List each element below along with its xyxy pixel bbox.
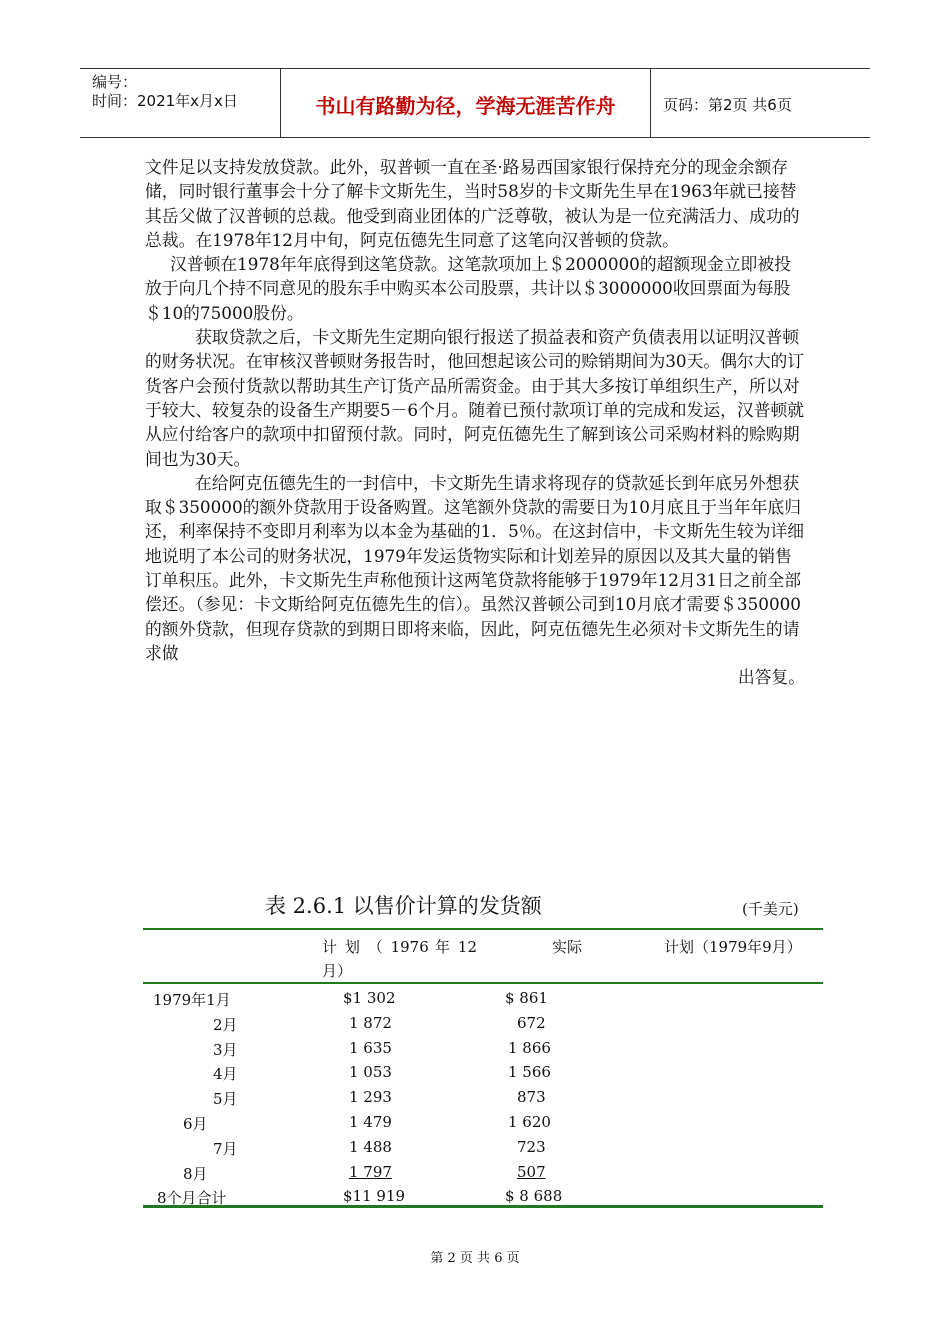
row-plan: $11 919 xyxy=(343,1187,406,1206)
row-label: 1979年1月 xyxy=(153,991,231,1009)
header-page-number: 页码：第2页 共6页 xyxy=(663,96,792,114)
row-label: 5月 xyxy=(213,1090,238,1109)
paragraph-3: 获取贷款之后，卡文斯先生定期向银行报送了损益表和资产负债表用以证明汉普顿的财务状况。在审核汉普顿财务报告时，他回想起该公司的赊销期间为30天。偶尔大的订货客户会预付货款以帮助其生产订货产品所需资金。由于其大多按订单组织生产，所以对于较大、较复杂的设备生产期要5－6个月。随着已预付款项订单的完成和发运，汉普顿就从应付给客户的款项中扣留预付款。同时，阿克伍德先生了解到该公司采购材料的赊购期间也为30天。 xyxy=(145,327,805,469)
page-header xyxy=(80,68,870,138)
col-header-actual: 实际 xyxy=(552,938,583,956)
col-header-plan-1979: 计划（1979年9月） xyxy=(664,938,802,956)
row-actual: 1 620 xyxy=(508,1113,551,1131)
table-row xyxy=(143,1084,823,1109)
row-label: 7月 xyxy=(213,1139,238,1158)
paragraph-4: 在给阿克伍德先生的一封信中，卡文斯先生请求将现存的贷款延长到年底另外想获取＄350000的额外贷款用于设备购置。这笔额外贷款的需要日为10月底且于当年年底归还，利率保持不变即月利率为以本金为基础的1．5％。在这封信中，卡文斯先生较为详细地说明了本公司的财务状况，1979年发运货物实际和计划差异的原因以及其大量的销售订单积压。此外，卡文斯先生声称他预计这两笔贷款将能够于1979年12月31日之前全部偿还。（参见：卡文斯给阿克伍德先生的信）。虽然汉普顿公司到10月底才需要＄350000的额外贷款，但现存贷款的到期日即将来临，因此，阿克伍德先生必须对卡文斯先生的请求做 xyxy=(145,472,805,663)
row-plan: 1 488 xyxy=(349,1137,392,1156)
table-row xyxy=(143,1159,823,1184)
paragraph-1: 文件足以支持发放贷款。此外，驭普顿一直在圣·路易西国家银行保持充分的现金余额存储，同时银行董事会十分了解卡文斯先生，当时58岁的卡文斯先生早在1963年就已接替其岳父做了汉普顿的总裁。他受到商业团体的广泛尊敬，被认为是一位充满活力、成功的总裁。在1978年12月中旬，阿克伍德先生同意了这笔向汉普顿的贷款。 xyxy=(145,157,800,250)
col-header-plan-1976: 计 划 （ 1976 年 12 xyxy=(322,938,477,956)
row-plan: $1 302 xyxy=(343,989,396,1007)
row-actual: 672 xyxy=(517,1013,546,1032)
header-motto-cell xyxy=(281,69,651,137)
row-actual: 723 xyxy=(517,1137,546,1156)
table-top-rule xyxy=(143,928,823,930)
table-caption: 表 2.6.1 以售价计算的发货额 xyxy=(265,894,542,918)
page-footer: 第 2 页 共 6 页 xyxy=(430,1251,520,1266)
header-meta-cell xyxy=(80,69,281,137)
table-row xyxy=(143,1109,823,1134)
row-plan: 1 293 xyxy=(349,1088,392,1107)
row-plan: 1 479 xyxy=(349,1113,392,1131)
doc-time-label: 时间：2021年x月x日 xyxy=(92,92,238,110)
paragraph-2: 汉普顿在1978年年底得到这笔贷款。这笔款项加上＄2000000的超额现金立即被投放于向几个持不同意见的股东手中购买本公司股票，共计以＄3000000收回票面为每股＄10的75000股份。 xyxy=(145,254,791,323)
row-label: 4月 xyxy=(213,1065,238,1084)
table-header-rule xyxy=(143,982,823,984)
row-plan: 1 797 xyxy=(349,1162,392,1181)
body-text xyxy=(145,155,805,690)
row-actual: 507 xyxy=(517,1162,546,1181)
header-motto: 书山有路勤为径，学海无涯苦作舟 xyxy=(315,94,616,118)
table-row xyxy=(143,1010,823,1035)
row-plan: 1 872 xyxy=(349,1013,392,1032)
table-row xyxy=(143,985,823,1010)
row-actual: $ 861 xyxy=(505,989,548,1007)
row-actual: 1 566 xyxy=(508,1063,551,1082)
table-unit: (千美元) xyxy=(742,900,799,918)
table-row xyxy=(143,1035,823,1060)
paragraph-4-end: 出答复。 xyxy=(737,667,805,688)
row-label: 2月 xyxy=(213,1015,238,1034)
col-header-plan-1976-cont: 月） xyxy=(322,962,353,980)
row-actual: 1 866 xyxy=(508,1038,551,1057)
row-label: 8月 xyxy=(183,1164,208,1183)
row-label: 3月 xyxy=(213,1040,238,1059)
header-page-cell xyxy=(651,69,870,137)
row-plan: 1 635 xyxy=(349,1038,392,1057)
doc-code-label: 编号： xyxy=(92,73,138,91)
table-row xyxy=(143,1059,823,1084)
row-actual: $ 8 688 xyxy=(505,1187,563,1206)
row-plan: 1 053 xyxy=(349,1063,392,1082)
table-bottom-rule xyxy=(143,1205,823,1208)
row-label: 8个月合计 xyxy=(157,1189,227,1208)
table-row xyxy=(143,1134,823,1159)
row-label: 6月 xyxy=(183,1115,208,1133)
row-actual: 873 xyxy=(517,1088,546,1107)
